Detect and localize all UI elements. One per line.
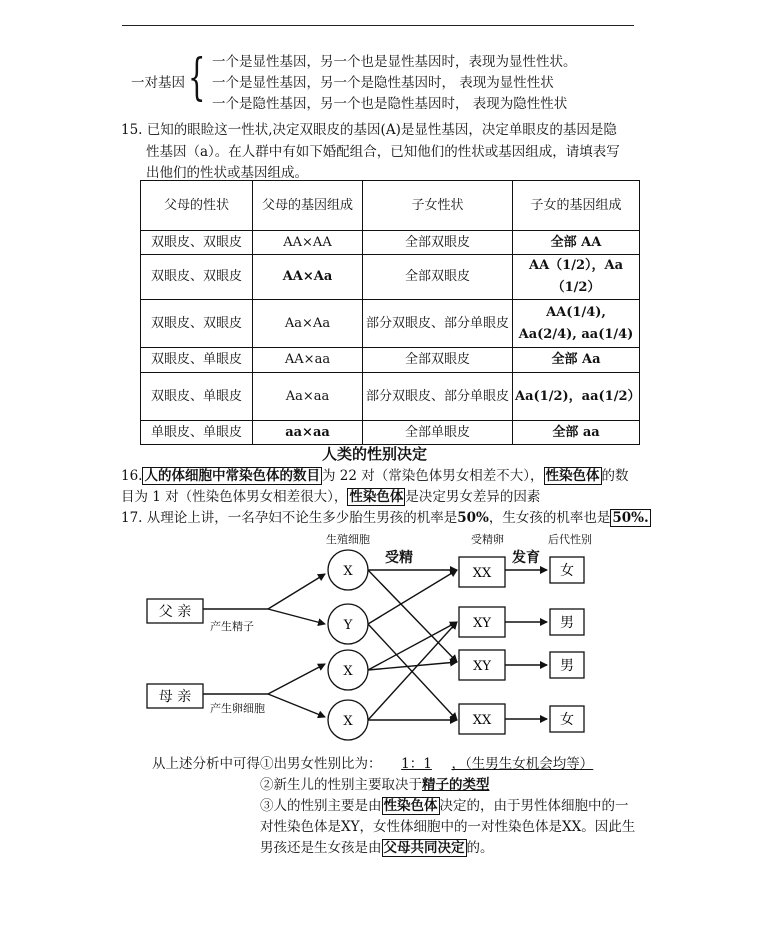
zygote-label: XY bbox=[473, 616, 491, 631]
table-cell: Aa×Aa bbox=[253, 300, 363, 348]
conclusion-text: 从上述分析中可得①出男女性别比为： bbox=[152, 756, 382, 772]
table-cell: 全部 Aa bbox=[513, 348, 640, 373]
gamete-label: X bbox=[343, 714, 353, 729]
gamete-label: X bbox=[343, 564, 353, 579]
gamete-label: X bbox=[343, 664, 353, 679]
conclusion-line-3 bbox=[260, 794, 629, 814]
col-label-fertilized: 受精卵 bbox=[471, 533, 504, 546]
table-cell: 双眼皮、双眼皮 bbox=[141, 300, 253, 348]
table-cell: Aa(1/2)，aa(1/2） bbox=[513, 373, 640, 421]
table-header-cell: 父母的基因组成 bbox=[253, 181, 363, 231]
q15-line-1: 15. 已知的眼睑这一性状,决定双眼皮的基因(A)是显性基因，决定单眼皮的基因是隐 bbox=[121, 122, 617, 138]
conclusion-line-5 bbox=[260, 836, 494, 856]
q16-text: 目为 1 对（性染色体男女相差很大）， bbox=[121, 489, 348, 505]
q17-text: 17. 从理论上讲，一名孕妇不论生多少胎生男孩的机率是 bbox=[121, 510, 458, 526]
develop-label: 发育 bbox=[512, 550, 540, 566]
table-cell: aa×aa bbox=[253, 421, 363, 445]
table-cell: 全部双眼皮 bbox=[363, 348, 513, 373]
conclusion-text: 男孩还是生女孩是由 bbox=[260, 840, 382, 856]
rule-line-2: 一个是显性基因，另一个是隐性基因时， 表现为显性性状 bbox=[212, 75, 554, 91]
q15-line-2: 性基因（a）。在人群中有如下婚配组合，已知他们的性状或基因组成，请填表写 bbox=[146, 144, 620, 160]
table-cell: AA×AA bbox=[253, 231, 363, 255]
conclusion-text: 的。 bbox=[466, 840, 494, 856]
offspring-label: 男 bbox=[560, 658, 574, 674]
q16-text: 的数 bbox=[601, 468, 629, 484]
zygote-label: XX bbox=[472, 713, 492, 728]
q16-number: 16. bbox=[121, 468, 143, 484]
q16-text: 为 22 对（常染色体男女相差不大）， bbox=[321, 468, 544, 484]
brace-symbol: { bbox=[188, 48, 206, 106]
table-cell: AA×aa bbox=[253, 348, 363, 373]
table-cell: 全部 aa bbox=[513, 421, 640, 445]
q16-answer-sex-chromosome: 性染色体 bbox=[545, 468, 600, 484]
table-cell: Aa×aa bbox=[253, 373, 363, 421]
table-cell: 部分双眼皮、部分单眼皮 bbox=[363, 300, 513, 348]
conclusion-answer-sex-chromosome: 性染色体 bbox=[383, 798, 438, 814]
conclusion-answer-ratio: 1：1 bbox=[401, 756, 432, 772]
pair-label: 一对基因 bbox=[131, 75, 185, 91]
table-cell: 双眼皮、双眼皮 bbox=[141, 255, 253, 300]
table-header-cell: 父母的性状 bbox=[141, 181, 253, 231]
father-label: 父 亲 bbox=[158, 604, 192, 620]
conclusion-text: 决定的，由于男性体细胞中的一 bbox=[439, 798, 629, 814]
q16-answer-autosome: 人的体细胞中常染色体的数目 bbox=[144, 468, 320, 484]
fertilize-label: 受精 bbox=[385, 550, 413, 566]
offspring-label: 男 bbox=[560, 615, 574, 631]
zygote-label: XX bbox=[472, 566, 492, 581]
q16-answer-sex-chromosome-2: 性染色体 bbox=[349, 489, 404, 505]
table-cell: AA(1/4), Aa(2/4), aa(1/4) bbox=[513, 300, 640, 348]
offspring-label: 女 bbox=[560, 563, 574, 579]
conclusion-answer-parents: 父母共同决定 bbox=[383, 840, 465, 856]
table-cell: 单眼皮、单眼皮 bbox=[141, 421, 253, 445]
table-cell: 全部双眼皮 bbox=[363, 231, 513, 255]
conclusion-line-4: 对性染色体是XY，女性体细胞中的一对性染色体是XX。因此生 bbox=[260, 819, 636, 835]
table-cell: 双眼皮、双眼皮 bbox=[141, 231, 253, 255]
table-cell: AA（1/2），Aa（1/2） bbox=[513, 255, 640, 300]
conclusion-text: ②新生儿的性别主要取决于 bbox=[260, 777, 422, 793]
q16-text: 是决定男女差异的因素 bbox=[405, 489, 541, 505]
q17-answer-boy: 50% bbox=[457, 510, 489, 526]
table-cell: 全部双眼皮 bbox=[363, 255, 513, 300]
col-label-germ: 生殖细胞 bbox=[326, 533, 370, 546]
conclusion-line-1 bbox=[152, 752, 593, 772]
zygote-label: XY bbox=[473, 659, 491, 674]
egg-label: 产生卵细胞 bbox=[210, 702, 265, 715]
conclusion-text: ，（生男生女机会均等） bbox=[451, 756, 594, 772]
rule-line-1: 一个是显性基因，另一个也是显性基因时，表现为显性性状。 bbox=[212, 54, 577, 70]
conclusion-answer-sperm-type: 精子的类型 bbox=[422, 777, 490, 793]
table-header-cell: 子女性状 bbox=[363, 181, 513, 231]
mother-label: 母 亲 bbox=[158, 689, 192, 705]
q17-text: ，生女孩的机率也是 bbox=[488, 510, 611, 526]
section-title: 人类的性别决定 bbox=[322, 445, 428, 463]
table-cell: 双眼皮、单眼皮 bbox=[141, 348, 253, 373]
offspring-label: 女 bbox=[560, 712, 574, 728]
gamete-label: Y bbox=[343, 618, 353, 633]
conclusion-line-2 bbox=[260, 773, 490, 793]
table-cell: 部分双眼皮、部分单眼皮 bbox=[363, 373, 513, 421]
conclusion-text: ③人的性别主要是由 bbox=[260, 798, 382, 814]
sperm-label: 产生精子 bbox=[210, 620, 254, 633]
table-cell: 全部 AA bbox=[513, 231, 640, 255]
table-header-cell: 子女的基因组成 bbox=[513, 181, 640, 231]
col-label-offspring: 后代性别 bbox=[548, 533, 592, 546]
table-cell: AA×Aa bbox=[253, 255, 363, 300]
q15-line-3: 出他们的性状或基因组成。 bbox=[146, 165, 308, 181]
q17-answer-girl: 50%. bbox=[612, 510, 649, 526]
rule-line-3: 一个是隐性基因，另一个也是隐性基因时， 表现为隐性性状 bbox=[212, 96, 568, 112]
table-cell: 全部单眼皮 bbox=[363, 421, 513, 445]
table-cell: 双眼皮、单眼皮 bbox=[141, 373, 253, 421]
